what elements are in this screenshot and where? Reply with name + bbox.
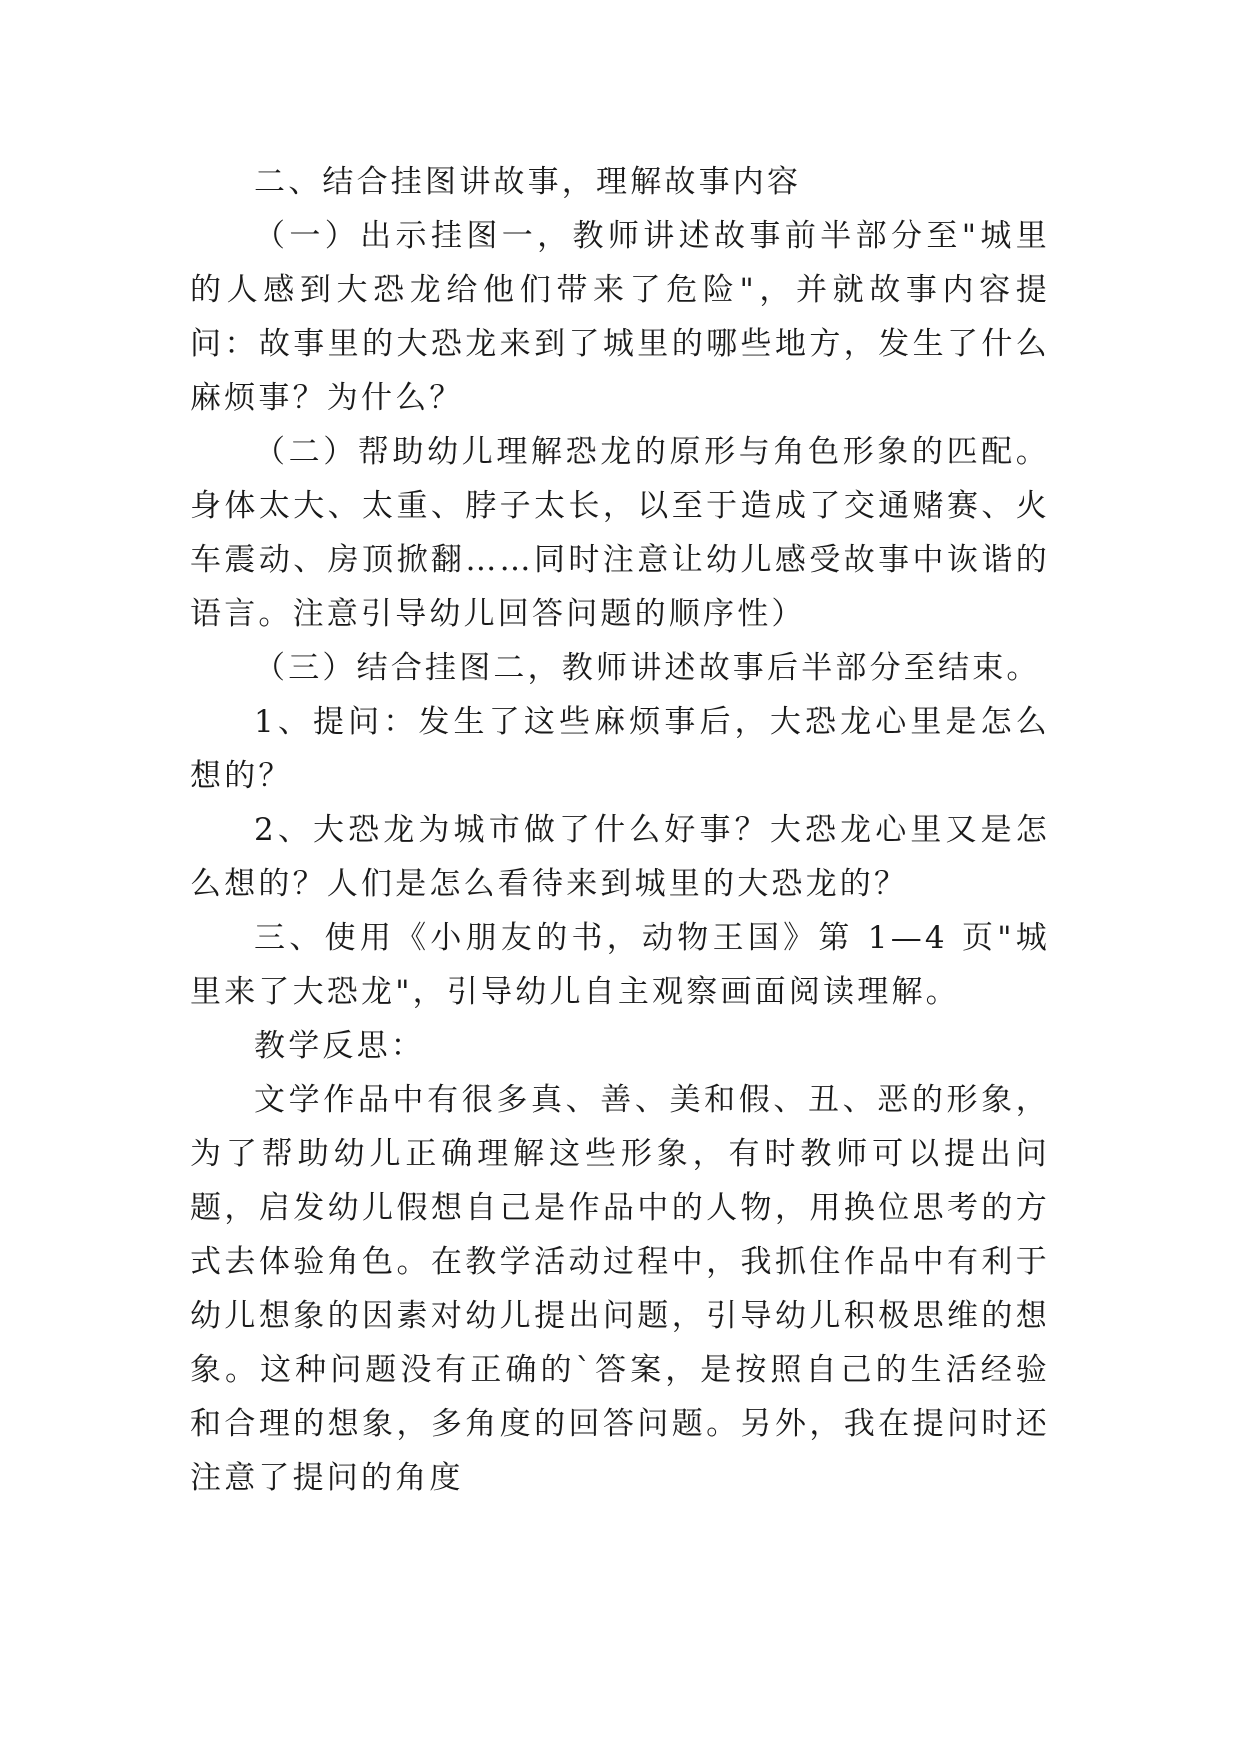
paragraph-step-2: （二）帮助幼儿理解恐龙的原形与角色形象的匹配。身体太大、太重、脖子太长，以至于造成了交通赌赛、火车震动、房顶掀翻……同时注意让幼儿感受故事中诙谐的语言。注意引导幼儿回答问题的顺序性） bbox=[190, 434, 1050, 632]
paragraph-step-3: （三）结合挂图二，教师讲述故事后半部分至结束。 bbox=[254, 650, 1041, 686]
paragraph-question-2: 2、大恐龙为城市做了什么好事？大恐龙心里又是怎么想的？人们是怎么看待来到城里的大恐龙的？ bbox=[190, 812, 1050, 902]
reflection-heading: 教学反思： bbox=[254, 1028, 425, 1064]
document-body bbox=[190, 155, 1050, 1505]
section-heading-3: 三、使用《小朋友的书，动物王国》第 1—4 页"城里来了大恐龙"，引导幼儿自主观察画面阅读理解。 bbox=[190, 920, 1050, 1010]
paragraph-step-1: （一）出示挂图一，教师讲述故事前半部分至"城里的人感到大恐龙给他们带来了危险"，并就故事内容提问：故事里的大恐龙来到了城里的哪些地方，发生了什么麻烦事？为什么？ bbox=[190, 218, 1050, 416]
reflection-paragraph: 文学作品中有很多真、善、美和假、丑、恶的形象，为了帮助幼儿正确理解这些形象，有时教师可以提出问题，启发幼儿假想自己是作品中的人物，用换位思考的方式去体验角色。在教学活动过程中，我抓住作品中有利于幼儿想象的因素对幼儿提出问题，引导幼儿积极思维的想象。这种问题没有正确的`答案，是按照自己的生活经验和合理的想象，多角度的回答问题。另外，我在提问时还注意了提问的角度 bbox=[190, 1082, 1050, 1496]
paragraph-question-1: 1、提问：发生了这些麻烦事后，大恐龙心里是怎么想的？ bbox=[190, 704, 1050, 794]
section-heading-2: 二、结合挂图讲故事，理解故事内容 bbox=[254, 164, 802, 200]
